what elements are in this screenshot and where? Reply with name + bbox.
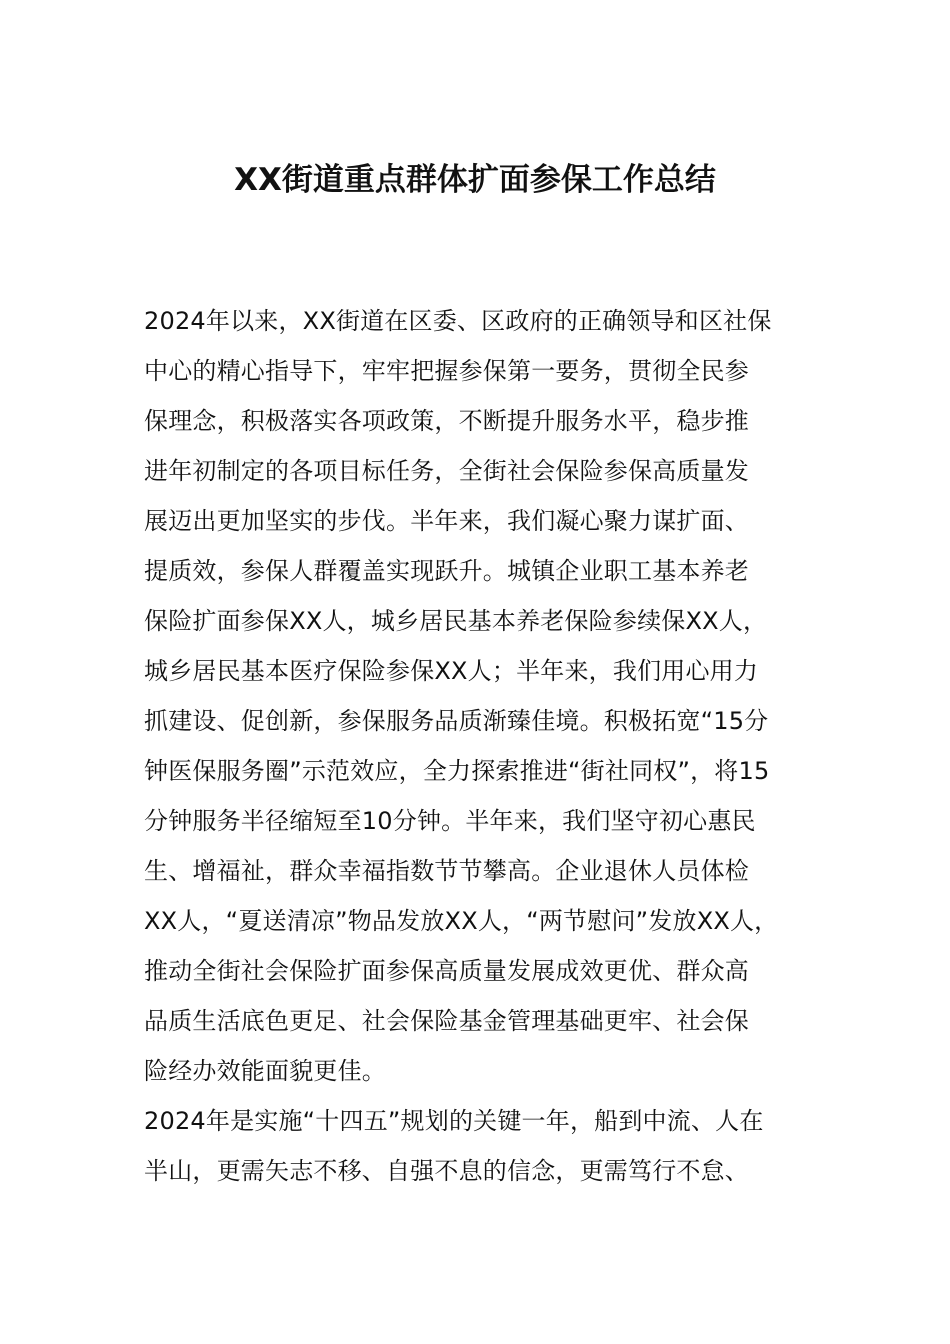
body-line: 中心的精心指导下，牢牢把握参保第一要务，贯彻全民参 [144,357,749,385]
body-line: 提质效，参保人群覆盖实现跃升。城镇企业职工基本养老 [144,557,749,585]
body-line: 半山，更需矢志不移、自强不息的信念，更需笃行不怠、 [144,1157,749,1185]
body-line: 2024年以来，XX街道在区委、区政府的正确领导和区社保 [144,307,772,335]
body-line: 2024年是实施“十四五”规划的关键一年，船到中流、人在 [144,1107,764,1135]
document-body [144,296,814,1196]
body-line: XX人，“夏送清凉”物品发放XX人，“两节慰问”发放XX人， [144,907,779,935]
body-line: 险经办效能面貌更佳。 [144,1057,386,1085]
body-line: 保理念，积极落实各项政策，不断提升服务水平，稳步推 [144,407,749,435]
body-line: 抓建设、促创新，参保服务品质渐臻佳境。积极拓宽“15分 [144,707,769,735]
body-line: 品质生活底色更足、社会保险基金管理基础更牢、社会保 [144,1007,749,1035]
body-line: 进年初制定的各项目标任务，全街社会保险参保高质量发 [144,457,749,485]
body-line: 城乡居民基本医疗保险参保XX人；半年来，我们用心用力 [144,657,759,685]
document-title: XX街道重点群体扩面参保工作总结 [234,162,716,198]
body-line: 分钟服务半径缩短至10分钟。半年来，我们坚守初心惠民 [144,807,756,835]
body-line: 钟医保服务圈”示范效应，全力探索推进“街社同权”，将15 [144,757,770,785]
body-line: 生、增福祉，群众幸福指数节节攀高。企业退休人员体检 [144,857,749,885]
body-line: 推动全街社会保险扩面参保高质量发展成效更优、群众高 [144,957,749,985]
body-line: 展迈出更加坚实的步伐。半年来，我们凝心聚力谋扩面、 [144,507,749,535]
body-line: 保险扩面参保XX人，城乡居民基本养老保险参续保XX人， [144,607,768,635]
